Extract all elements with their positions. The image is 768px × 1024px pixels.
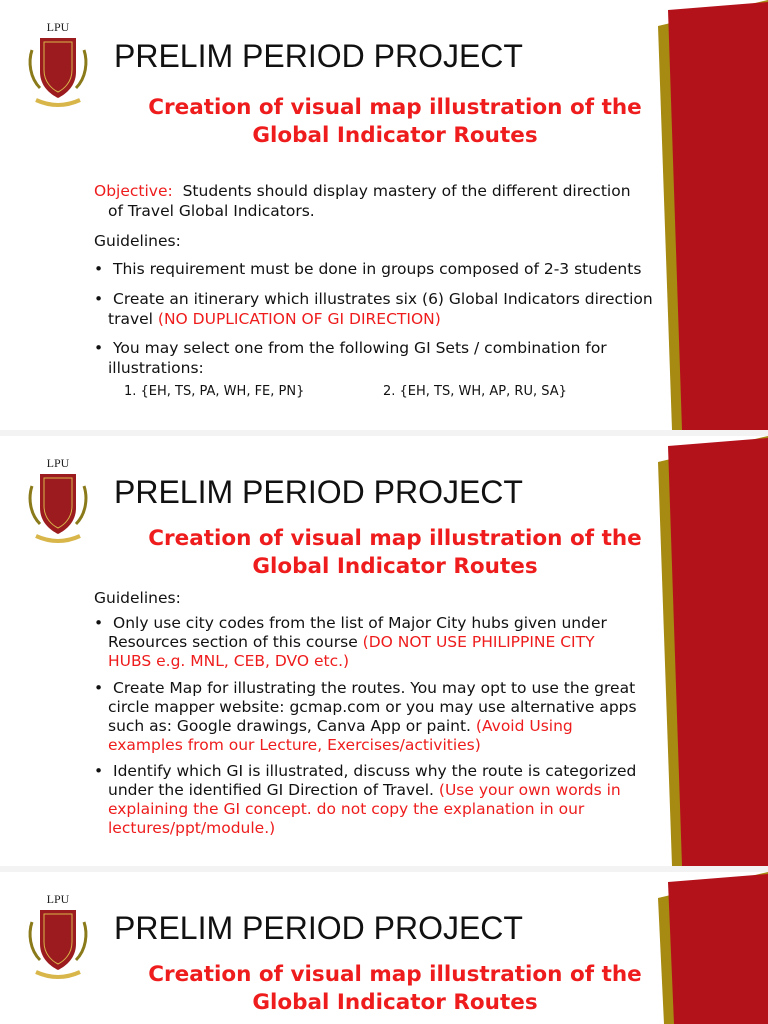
list-item-text: Create Map for illustrating the routes. You may opt to use the great xyxy=(113,679,636,697)
list-item-text: Only use city codes from the list of Major City hubs given under xyxy=(113,614,607,632)
list-item: • Identify which GI is illustrated, discuss why the route is categorized under the identified GI Direction of Travel. (Use your own words in explaining the GI concept. do not copy the explanation in our lectures/ppt/module.) xyxy=(94,762,684,838)
logo-text: LPU xyxy=(46,20,70,34)
list-item-text: This requirement must be done in groups composed of 2-3 students xyxy=(113,260,642,278)
list-item-warning: (Avoid Using xyxy=(475,717,573,735)
list-item-text: travel xyxy=(108,310,158,328)
slide-subtitle xyxy=(96,94,694,150)
list-item: • Create an itinerary which illustrates six (6) Global Indicators direction travel (NO DUPLICATION OF GI DIRECTION) xyxy=(94,290,653,328)
list-item-warning: lectures/ppt/module.) xyxy=(108,819,276,837)
logo-text: LPU xyxy=(46,456,70,470)
list-item-text: Create an itinerary which illustrates six (6) Global Indicators direction xyxy=(113,290,653,308)
lpu-logo xyxy=(26,456,90,548)
objective-block xyxy=(94,181,684,221)
slide-subtitle xyxy=(96,961,694,1017)
slide-subtitle xyxy=(96,525,694,581)
list-item-text: such as: Google drawings, Canva App or paint. xyxy=(108,717,476,735)
guidelines-label: Guidelines: xyxy=(94,232,181,250)
list-item-text: Identify which GI is illustrated, discuss why the route is categorized xyxy=(113,762,637,780)
slide-title: PRELIM PERIOD PROJECT xyxy=(114,910,523,946)
slide-title: PRELIM PERIOD PROJECT xyxy=(114,474,523,510)
list-item-text: circle mapper website: gcmap.com or you may use alternative apps xyxy=(108,698,637,716)
list-item-text: under the identified GI Direction of Travel. xyxy=(108,781,439,799)
list-item-text: illustrations: xyxy=(108,359,204,377)
list-item-warning: (NO DUPLICATION OF GI DIRECTION) xyxy=(157,310,441,328)
list-item-text: Resources section of this course xyxy=(108,633,363,651)
objective-text-line-2: of Travel Global Indicators. xyxy=(108,202,315,220)
subtitle-line-1: Creation of visual map illustration of the xyxy=(148,95,642,120)
objective-text-line-1: Students should display mastery of the different direction xyxy=(182,182,631,200)
list-item-warning: (DO NOT USE PHILIPPINE CITY xyxy=(362,633,595,651)
slide-2 xyxy=(0,436,768,866)
gi-set-1: 1. {EH, TS, PA, WH, FE, PN} xyxy=(124,384,305,399)
subtitle-line-1: Creation of visual map illustration of the xyxy=(148,526,642,551)
list-item: • Only use city codes from the list of Major City hubs given under Resources section of this course (DO NOT USE PHILIPPINE CITY HUBS e.g. MNL, CEB, DVO etc.) xyxy=(94,614,684,671)
list-item: • Create Map for illustrating the routes. You may opt to use the great circle mapper website: gcmap.com or you may use alternative apps such as: Google drawings, Canva App or paint. (Avoid Using examples from our Lecture, Exercises/activities) xyxy=(94,679,684,755)
shield-icon xyxy=(26,904,90,982)
list-item: • You may select one from the following GI Sets / combination for illustrations: xyxy=(94,338,684,378)
slide-title: PRELIM PERIOD PROJECT xyxy=(114,38,523,74)
slide-3 xyxy=(0,872,768,1024)
guidelines-label: Guidelines: xyxy=(94,589,181,607)
list-item-warning: (Use your own words in xyxy=(438,781,621,799)
subtitle-line-2: Global Indicator Routes xyxy=(252,990,538,1015)
objective-label: Objective: xyxy=(94,182,173,200)
lpu-logo xyxy=(26,892,90,984)
list-item-text: You may select one from the following GI Sets / combination for xyxy=(113,339,607,357)
gi-set-2: 2. {EH, TS, WH, AP, RU, SA} xyxy=(383,384,567,399)
list-item: • This requirement must be done in groups composed of 2-3 students xyxy=(94,260,642,278)
subtitle-line-1: Creation of visual map illustration of the xyxy=(148,962,642,987)
list-item-warning: HUBS e.g. MNL, CEB, DVO etc.) xyxy=(108,652,350,670)
logo-text: LPU xyxy=(46,892,70,906)
lpu-logo xyxy=(26,20,90,112)
slide-1 xyxy=(0,0,768,430)
shield-icon xyxy=(26,32,90,110)
shield-icon xyxy=(26,468,90,546)
subtitle-line-2: Global Indicator Routes xyxy=(252,554,538,579)
list-item-warning: explaining the GI concept. do not copy the explanation in our xyxy=(108,800,585,818)
subtitle-line-2: Global Indicator Routes xyxy=(252,123,538,148)
list-item-warning: examples from our Lecture, Exercises/activities) xyxy=(108,736,481,754)
